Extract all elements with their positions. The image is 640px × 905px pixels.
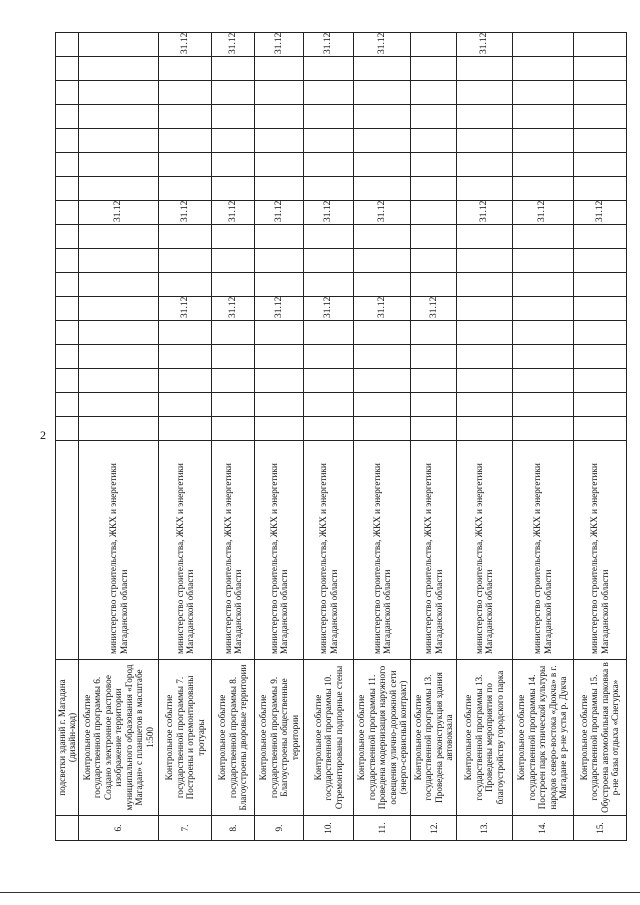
date-cell [79, 225, 159, 249]
date-cell [354, 369, 411, 393]
date-cell: 31.12 [304, 201, 354, 225]
date-cell [457, 417, 512, 441]
date-cell [457, 225, 512, 249]
date-cell [158, 417, 211, 441]
date-cell [212, 177, 255, 201]
date-cell [255, 345, 304, 369]
date-cell [158, 345, 211, 369]
date-cell [304, 249, 354, 273]
date-cell [56, 33, 79, 57]
date-cell [457, 57, 512, 81]
date-cell [457, 177, 512, 201]
date-cell [411, 81, 457, 105]
date-cell [457, 105, 512, 129]
date-cell [411, 201, 457, 225]
row-number-cell: 7. [158, 816, 211, 841]
date-cell [212, 81, 255, 105]
date-cell [255, 177, 304, 201]
date-cell [56, 105, 79, 129]
date-cell: 31.12 [411, 297, 457, 321]
date-cell [573, 105, 626, 129]
date-cell [411, 369, 457, 393]
responsible-org-cell: министерство строительства, ЖКХ и энергетики Магаданской области [304, 441, 354, 660]
date-cell [255, 105, 304, 129]
row-number-cell: 9. [255, 816, 304, 841]
date-cell [212, 273, 255, 297]
date-cell: 31.12 [212, 201, 255, 225]
date-cell [56, 297, 79, 321]
table-row [255, 33, 304, 841]
event-description-cell: Контрольное событие государственной программы 10. Отремонтированы подпорные стены [304, 660, 354, 816]
date-cell [255, 153, 304, 177]
event-description-cell: Контрольное событие государственной программы 14. Построен парк этнической культуры народов северо-востока «Дюкча» в г. Магадане в р-не устья р. Дукча [512, 660, 573, 816]
date-cell [411, 177, 457, 201]
date-cell [212, 369, 255, 393]
date-cell [56, 345, 79, 369]
date-cell [304, 273, 354, 297]
date-cell [79, 417, 159, 441]
responsible-org-cell: министерство строительства, ЖКХ и энергетики Магаданской области [354, 441, 411, 660]
date-cell [56, 153, 79, 177]
row-number-cell: 12. [411, 816, 457, 841]
date-cell [573, 417, 626, 441]
date-cell [512, 105, 573, 129]
date-cell: 31.12 [158, 33, 211, 57]
date-cell [304, 321, 354, 345]
date-cell [573, 33, 626, 57]
date-cell [411, 249, 457, 273]
date-cell [255, 129, 304, 153]
date-cell [457, 393, 512, 417]
date-cell [573, 393, 626, 417]
date-cell [56, 393, 79, 417]
bottom-rule [0, 892, 640, 893]
date-cell: 31.12 [79, 201, 159, 225]
date-cell [411, 273, 457, 297]
date-cell [79, 129, 159, 153]
date-cell [79, 81, 159, 105]
date-cell [354, 345, 411, 369]
date-cell [304, 225, 354, 249]
event-description-cell: Контрольное событие государственной программы 7. Построены и отремонтированы тротуары [158, 660, 211, 816]
date-cell [304, 369, 354, 393]
date-cell [79, 153, 159, 177]
date-cell [79, 33, 159, 57]
date-cell [56, 417, 79, 441]
date-cell [512, 321, 573, 345]
date-cell [354, 393, 411, 417]
date-cell: 31.12 [512, 201, 573, 225]
date-cell [79, 105, 159, 129]
date-cell [512, 81, 573, 105]
row-number-cell [56, 816, 79, 841]
row-number-cell: 11. [354, 816, 411, 841]
date-cell [304, 177, 354, 201]
date-cell [79, 369, 159, 393]
date-cell [573, 225, 626, 249]
date-cell [158, 249, 211, 273]
date-cell: 31.12 [354, 297, 411, 321]
date-cell [212, 105, 255, 129]
date-cell [158, 57, 211, 81]
date-cell [512, 369, 573, 393]
date-cell [255, 81, 304, 105]
date-cell: 31.12 [212, 33, 255, 57]
date-cell [212, 393, 255, 417]
date-cell [354, 129, 411, 153]
date-cell [212, 249, 255, 273]
date-cell [354, 57, 411, 81]
responsible-org-cell [56, 441, 79, 660]
rotated-table-container [55, 33, 627, 841]
date-cell [212, 57, 255, 81]
date-cell: 31.12 [573, 201, 626, 225]
date-cell [56, 201, 79, 225]
date-cell [79, 345, 159, 369]
date-cell [255, 57, 304, 81]
date-cell [212, 345, 255, 369]
date-cell [457, 249, 512, 273]
date-cell [304, 417, 354, 441]
date-cell [411, 393, 457, 417]
date-cell [457, 369, 512, 393]
date-cell [56, 369, 79, 393]
date-cell [354, 105, 411, 129]
date-cell [411, 417, 457, 441]
date-cell: 31.12 [354, 33, 411, 57]
date-cell [212, 129, 255, 153]
row-number-cell: 6. [79, 816, 159, 841]
date-cell [354, 273, 411, 297]
responsible-org-cell: министерство строительства, ЖКХ и энергетики Магаданской области [158, 441, 211, 660]
row-number-cell: 14. [512, 816, 573, 841]
date-cell [56, 321, 79, 345]
date-cell [56, 129, 79, 153]
date-cell [158, 393, 211, 417]
event-description-cell: Контрольное событие государственной программы 11. Проведена модернизация наружного освещения улично-дорожной сети (энерго-сервисный контракт) [354, 660, 411, 816]
date-cell [56, 273, 79, 297]
date-cell [573, 297, 626, 321]
date-cell [79, 177, 159, 201]
date-cell [158, 321, 211, 345]
date-cell [457, 153, 512, 177]
responsible-org-cell: министерство строительства, ЖКХ и энергетики Магаданской области [79, 441, 159, 660]
date-cell [79, 393, 159, 417]
date-cell [79, 273, 159, 297]
date-cell: 31.12 [304, 297, 354, 321]
table-row [457, 33, 512, 841]
date-cell [255, 321, 304, 345]
date-cell [457, 321, 512, 345]
date-cell [354, 81, 411, 105]
date-cell [304, 129, 354, 153]
date-cell [411, 105, 457, 129]
date-cell [255, 225, 304, 249]
responsible-org-cell: министерство строительства, ЖКХ и энергетики Магаданской области [411, 441, 457, 660]
date-cell [56, 225, 79, 249]
event-description-cell: подсветки зданий г. Магадана (дизайн-код) [56, 660, 79, 816]
date-cell [411, 129, 457, 153]
responsible-org-cell: министерство строительства, ЖКХ и энергетики Магаданской области [457, 441, 512, 660]
date-cell [158, 177, 211, 201]
date-cell [411, 321, 457, 345]
date-cell: 31.12 [255, 201, 304, 225]
date-cell [354, 225, 411, 249]
date-cell [411, 153, 457, 177]
date-cell: 31.12 [304, 33, 354, 57]
date-cell [354, 153, 411, 177]
date-cell [457, 273, 512, 297]
date-cell [304, 393, 354, 417]
date-cell: 31.12 [158, 297, 211, 321]
date-cell [573, 273, 626, 297]
date-cell [512, 345, 573, 369]
date-cell [573, 177, 626, 201]
row-number-cell: 13. [457, 816, 512, 841]
table-row [56, 33, 79, 841]
date-cell [304, 345, 354, 369]
date-cell [212, 153, 255, 177]
date-cell [304, 153, 354, 177]
date-cell [158, 105, 211, 129]
date-cell [158, 273, 211, 297]
date-cell [512, 249, 573, 273]
date-cell: 31.12 [255, 297, 304, 321]
date-cell [512, 273, 573, 297]
responsible-org-cell: министерство строительства, ЖКХ и энергетики Магаданской области [255, 441, 304, 660]
date-cell [158, 129, 211, 153]
date-cell [354, 321, 411, 345]
date-cell [56, 57, 79, 81]
date-cell [411, 225, 457, 249]
date-cell [304, 81, 354, 105]
date-cell: 31.12 [158, 201, 211, 225]
row-number-cell: 8. [212, 816, 255, 841]
date-cell [573, 345, 626, 369]
date-cell [255, 393, 304, 417]
date-cell [457, 297, 512, 321]
table-row [158, 33, 211, 841]
date-cell [573, 57, 626, 81]
date-cell: 31.12 [354, 201, 411, 225]
table-row [512, 33, 573, 841]
date-cell [573, 321, 626, 345]
date-cell [512, 225, 573, 249]
date-cell [56, 177, 79, 201]
date-cell [573, 249, 626, 273]
date-cell [212, 225, 255, 249]
date-cell [255, 369, 304, 393]
date-cell [212, 321, 255, 345]
event-description-cell: Контрольное событие государственной программы 6. Создано электронное растровое изображение территории муниципального образования «Город Магадан» с планшетов в масштабе 1:500 [79, 660, 159, 816]
date-cell: 31.12 [255, 33, 304, 57]
event-description-cell: Контрольное событие государственной программы 15. Обустроена автомобильная парковка в р-не базы отдыха «Снегурка» [573, 660, 626, 816]
date-cell [158, 153, 211, 177]
date-cell [512, 393, 573, 417]
date-cell [79, 249, 159, 273]
date-cell [411, 345, 457, 369]
date-cell [512, 57, 573, 81]
date-cell [158, 225, 211, 249]
table-row [79, 33, 159, 841]
date-cell [79, 297, 159, 321]
date-cell [56, 249, 79, 273]
date-cell [512, 177, 573, 201]
table-row [573, 33, 626, 841]
date-cell [79, 321, 159, 345]
date-cell [354, 249, 411, 273]
date-cell [304, 105, 354, 129]
date-cell [354, 177, 411, 201]
date-cell [573, 153, 626, 177]
date-cell [457, 345, 512, 369]
event-description-cell: Контрольное событие государственной программы 13. Проведена реконструкция здания автовокзала [411, 660, 457, 816]
date-cell [457, 81, 512, 105]
date-cell [457, 129, 512, 153]
event-description-cell: Контрольное событие государственной программы 8. Благоустроены дворовые территории [212, 660, 255, 816]
event-description-cell: Контрольное событие государственной программы 13. Проведены мероприятия по благоустройству городского парка [457, 660, 512, 816]
table-row [212, 33, 255, 841]
date-cell [573, 369, 626, 393]
date-cell [411, 57, 457, 81]
date-cell [512, 33, 573, 57]
date-cell [512, 129, 573, 153]
table-row [304, 33, 354, 841]
page-number: 2 [40, 428, 46, 442]
date-cell [255, 417, 304, 441]
date-cell: 31.12 [212, 297, 255, 321]
date-cell [56, 81, 79, 105]
row-number-cell: 10. [304, 816, 354, 841]
responsible-org-cell: министерство строительства, ЖКХ и энергетики Магаданской области [512, 441, 573, 660]
date-cell: 31.12 [457, 33, 512, 57]
table-row [354, 33, 411, 841]
row-number-cell: 15. [573, 816, 626, 841]
date-cell [255, 249, 304, 273]
responsible-org-cell: министерство строительства, ЖКХ и энергетики Магаданской области [212, 441, 255, 660]
event-description-cell: Контрольное событие государственной программы 9. Благоустроены общественные территории [255, 660, 304, 816]
date-cell [354, 417, 411, 441]
date-cell [158, 369, 211, 393]
table-row [411, 33, 457, 841]
date-cell [512, 417, 573, 441]
date-cell [158, 81, 211, 105]
date-cell: 31.12 [457, 201, 512, 225]
date-cell [573, 81, 626, 105]
date-cell [512, 153, 573, 177]
control-events-table [55, 32, 627, 841]
date-cell [79, 57, 159, 81]
date-cell [512, 297, 573, 321]
date-cell [304, 57, 354, 81]
responsible-org-cell: министерство строительства, ЖКХ и энергетики Магаданской области [573, 441, 626, 660]
date-cell [573, 129, 626, 153]
date-cell [411, 33, 457, 57]
date-cell [255, 273, 304, 297]
date-cell [212, 417, 255, 441]
